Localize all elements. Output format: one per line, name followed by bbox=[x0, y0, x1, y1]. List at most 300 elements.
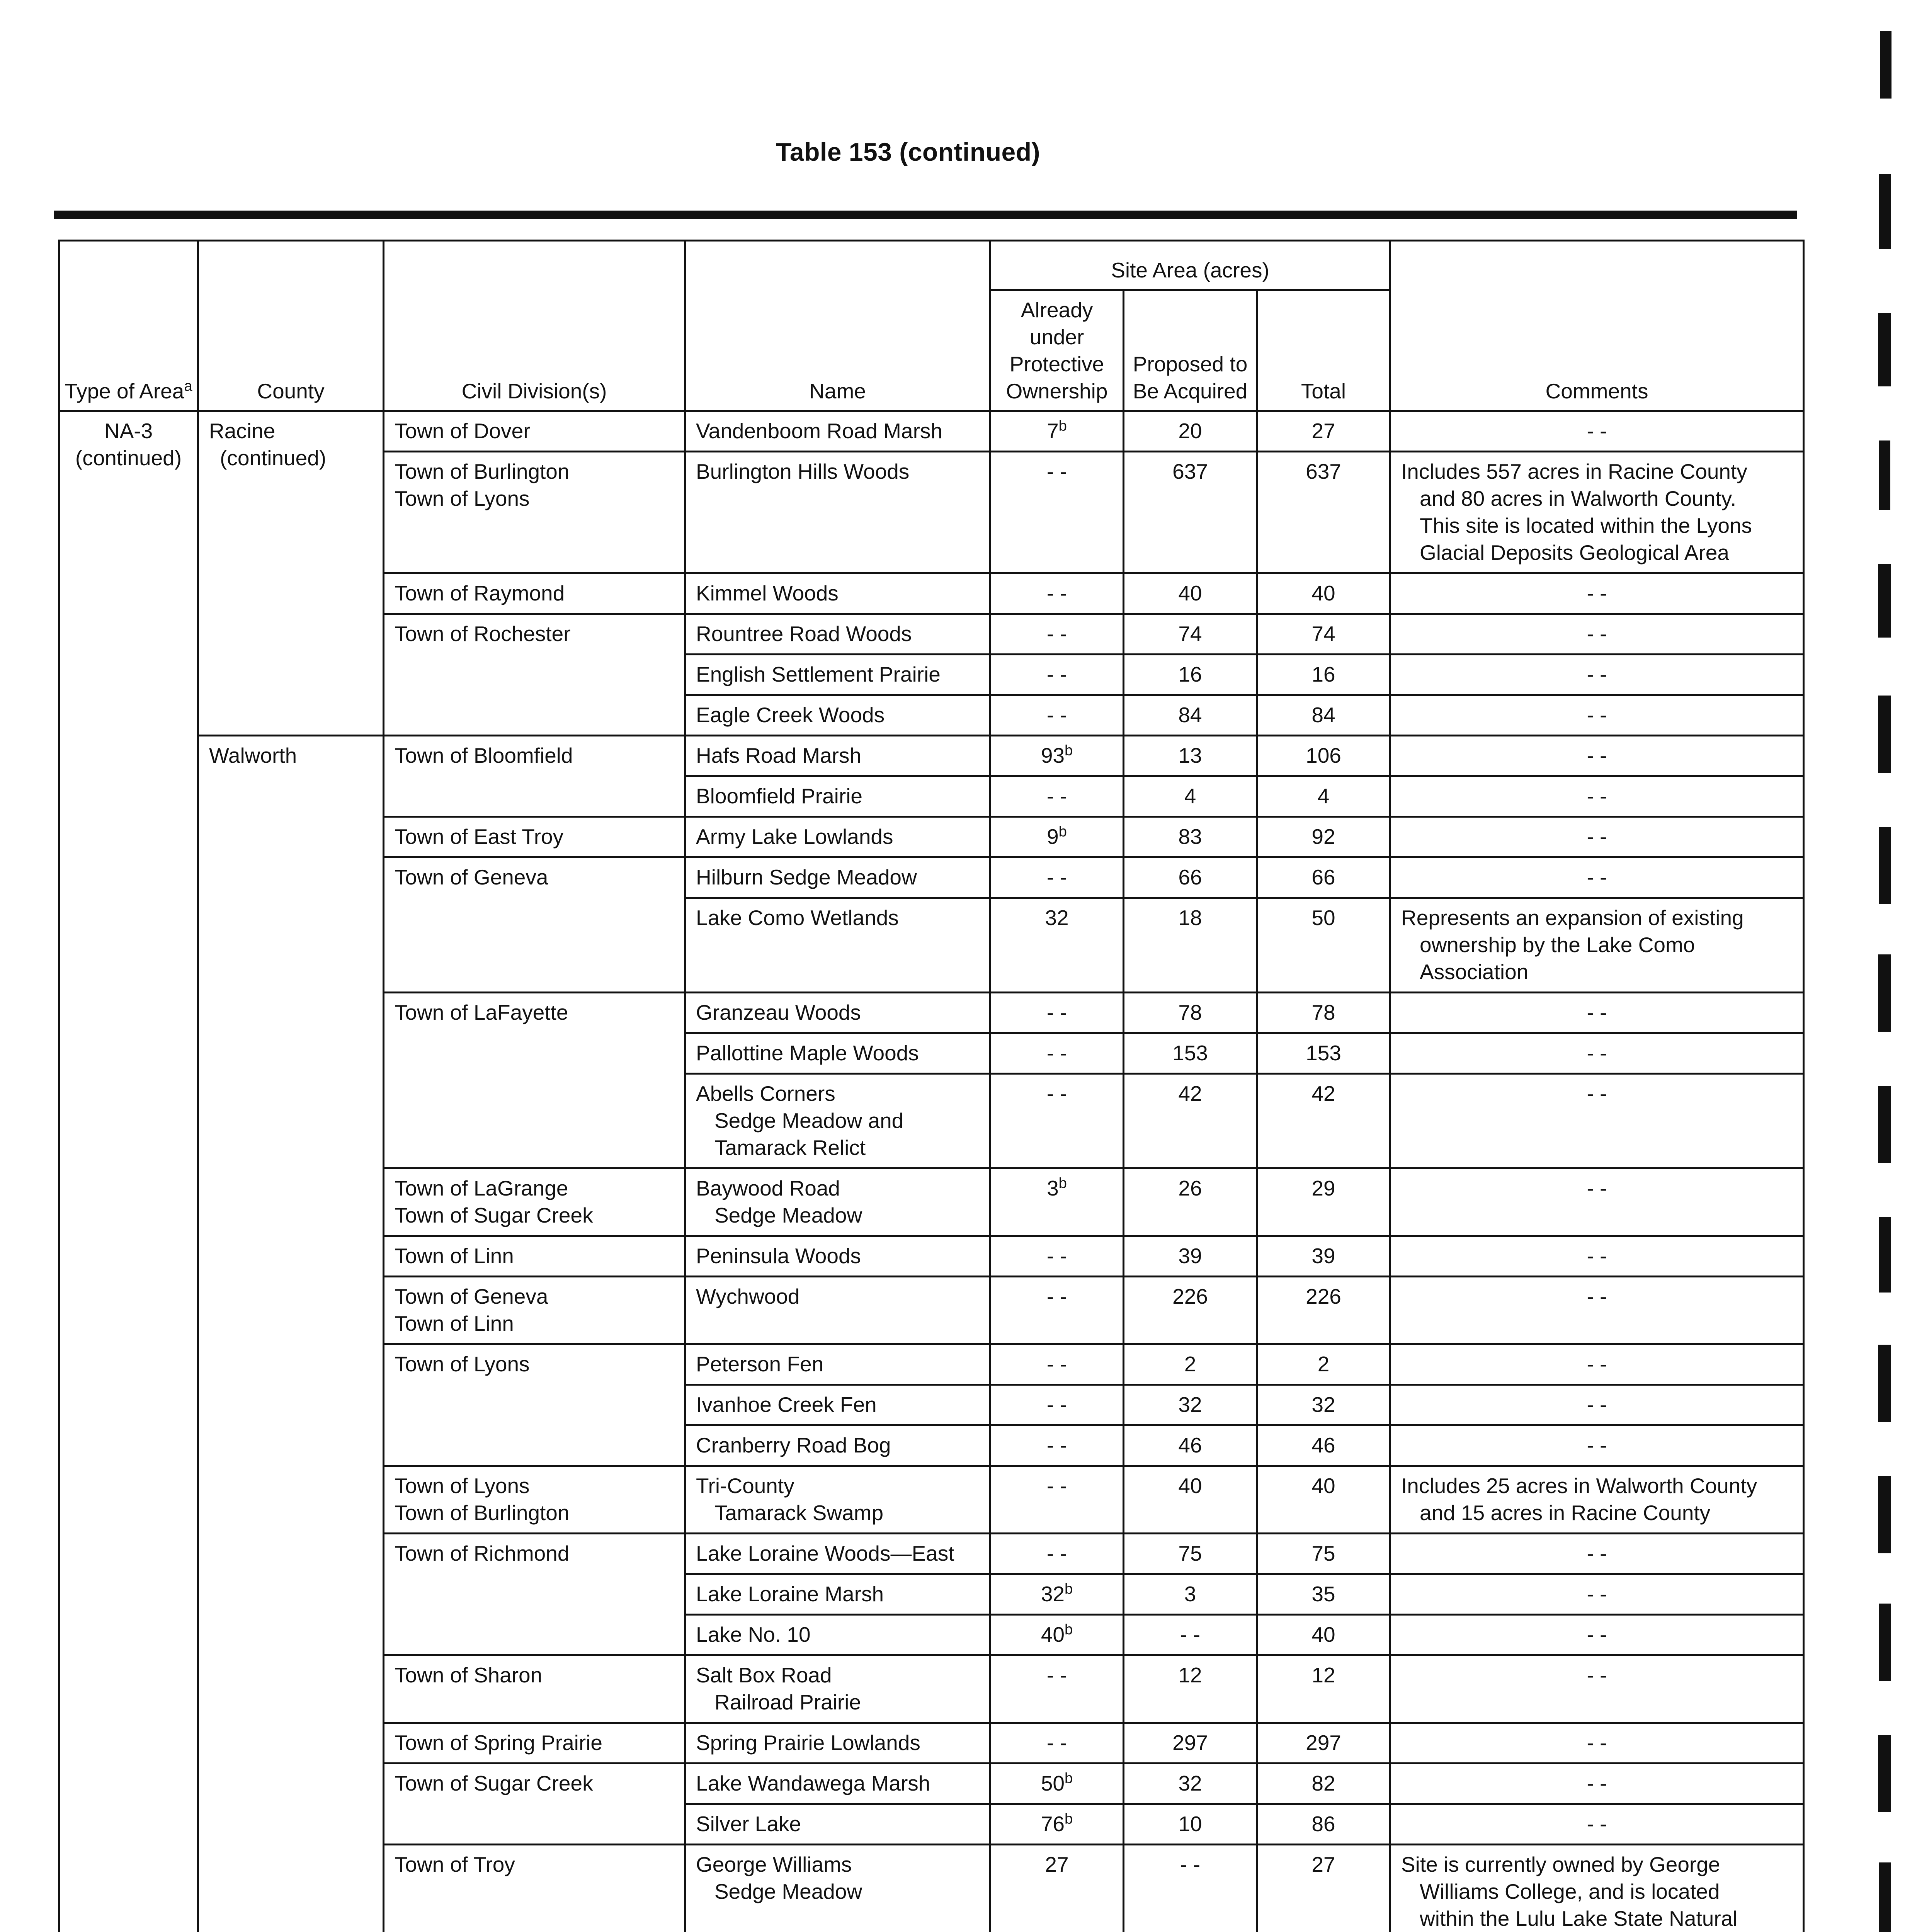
civil-division-cell bbox=[384, 1845, 685, 1932]
value: - - bbox=[1047, 1082, 1067, 1105]
site-name-cell bbox=[685, 857, 990, 898]
already-owned-cell bbox=[990, 1033, 1124, 1074]
line-text: Town of East Troy bbox=[395, 825, 564, 849]
line-text: Hilburn Sedge Meadow bbox=[696, 865, 917, 889]
line-text: George Williams bbox=[696, 1852, 852, 1876]
site-name-cell bbox=[685, 1534, 990, 1574]
line-text: Town of LaGrange bbox=[395, 1176, 568, 1200]
line-text: Kimmel Woods bbox=[696, 581, 839, 605]
total-cell: 153 bbox=[1257, 1033, 1390, 1074]
line-text: Tri-County bbox=[696, 1474, 794, 1498]
comments-cell: - - bbox=[1390, 1236, 1804, 1277]
footnote-b-marker: b bbox=[1058, 1175, 1067, 1192]
value: - - bbox=[1047, 1433, 1067, 1457]
already-owned-cell bbox=[990, 1385, 1124, 1425]
header-already-owned: Already under Protective Ownership bbox=[990, 290, 1124, 411]
value: - - bbox=[1047, 865, 1067, 889]
comments-cell bbox=[1390, 1466, 1804, 1534]
line-text: Rountree Road Woods bbox=[696, 622, 912, 646]
total-cell: 74 bbox=[1257, 614, 1390, 655]
line-text: Peterson Fen bbox=[696, 1352, 824, 1376]
site-name-cell bbox=[685, 655, 990, 695]
line-text: Lake No. 10 bbox=[696, 1622, 811, 1646]
line-text: Town of Geneva bbox=[395, 865, 548, 889]
proposed-cell: 40 bbox=[1124, 1466, 1257, 1534]
total-cell: 27 bbox=[1257, 411, 1390, 452]
footnote-b-marker: b bbox=[1065, 1811, 1073, 1827]
proposed-cell: 46 bbox=[1124, 1425, 1257, 1466]
total-cell: 40 bbox=[1257, 573, 1390, 614]
line-text: Town of Lyons bbox=[395, 1474, 530, 1498]
table-body bbox=[59, 411, 1804, 1932]
comments-cell: - - bbox=[1390, 817, 1804, 857]
line-text: Town of LaFayette bbox=[395, 1000, 568, 1024]
site-name-cell bbox=[685, 1574, 990, 1615]
value: 32 bbox=[1045, 906, 1069, 930]
site-name-cell bbox=[685, 1764, 990, 1804]
comments-cell: - - bbox=[1390, 655, 1804, 695]
comments-cell: - - bbox=[1390, 1723, 1804, 1764]
proposed-cell: 42 bbox=[1124, 1074, 1257, 1168]
total-cell: 226 bbox=[1257, 1277, 1390, 1344]
total-cell: 78 bbox=[1257, 993, 1390, 1033]
line-text: Lake Loraine Marsh bbox=[696, 1582, 884, 1606]
civil-division-cell bbox=[384, 1534, 685, 1655]
line-text: Spring Prairie Lowlands bbox=[696, 1731, 920, 1755]
already-owned-cell bbox=[990, 1236, 1124, 1277]
site-name-cell bbox=[685, 1615, 990, 1655]
civil-division-cell bbox=[384, 1168, 685, 1236]
civil-division-cell bbox=[384, 1723, 685, 1764]
type-label: NA-3 bbox=[104, 419, 153, 443]
line-text: Cranberry Road Bog bbox=[696, 1433, 891, 1457]
line-text: Vandenboom Road Marsh bbox=[696, 419, 942, 443]
footnote-b-marker: b bbox=[1065, 742, 1073, 759]
value: 50 bbox=[1041, 1771, 1065, 1795]
line-text: and 15 acres in Racine County bbox=[1420, 1501, 1711, 1525]
header-county: County bbox=[198, 241, 384, 411]
proposed-cell: 84 bbox=[1124, 695, 1257, 736]
line-text: Railroad Prairie bbox=[714, 1690, 861, 1714]
comments-cell: - - bbox=[1390, 857, 1804, 898]
total-cell: 35 bbox=[1257, 1574, 1390, 1615]
header-comments: Comments bbox=[1390, 241, 1804, 411]
site-name-cell bbox=[685, 1723, 990, 1764]
value: - - bbox=[1047, 1541, 1067, 1565]
civil-division-cell bbox=[384, 817, 685, 857]
comments-cell: - - bbox=[1390, 614, 1804, 655]
proposed-cell: 26 bbox=[1124, 1168, 1257, 1236]
header-civil-divisions: Civil Division(s) bbox=[384, 241, 685, 411]
proposed-cell: - - bbox=[1124, 1615, 1257, 1655]
already-owned-cell bbox=[990, 1534, 1124, 1574]
line-text: Eagle Creek Woods bbox=[696, 703, 885, 727]
line-text: Town of Troy bbox=[395, 1852, 515, 1876]
civil-division-cell bbox=[384, 993, 685, 1168]
footnote-a-marker: a bbox=[184, 378, 192, 395]
line-text: Includes 25 acres in Walworth County bbox=[1401, 1474, 1757, 1498]
proposed-cell: 2 bbox=[1124, 1344, 1257, 1385]
site-name-cell bbox=[685, 898, 990, 993]
value: 3 bbox=[1047, 1176, 1059, 1200]
site-name-cell bbox=[685, 1033, 990, 1074]
binding-mark bbox=[1878, 1735, 1891, 1812]
already-owned-cell bbox=[990, 857, 1124, 898]
binding-mark bbox=[1878, 954, 1891, 1032]
proposed-cell: 32 bbox=[1124, 1764, 1257, 1804]
site-name-cell bbox=[685, 1804, 990, 1845]
already-owned-cell bbox=[990, 1074, 1124, 1168]
type-of-area-cell bbox=[59, 411, 198, 1932]
comments-cell bbox=[1390, 898, 1804, 993]
value: - - bbox=[1047, 662, 1067, 686]
already-owned-cell bbox=[990, 573, 1124, 614]
civil-division-cell bbox=[384, 857, 685, 993]
line-text: Hafs Road Marsh bbox=[696, 743, 861, 767]
line-text: Town of Linn bbox=[395, 1244, 514, 1268]
line-text: within the Lulu Lake State Natural bbox=[1420, 1906, 1738, 1930]
line-text: Town of Spring Prairie bbox=[395, 1731, 603, 1755]
value: 93 bbox=[1041, 743, 1065, 767]
total-cell: 75 bbox=[1257, 1534, 1390, 1574]
line-text: Silver Lake bbox=[696, 1812, 801, 1836]
comments-cell: - - bbox=[1390, 411, 1804, 452]
table-row bbox=[59, 411, 1804, 452]
line-text: Tamarack Relict bbox=[714, 1136, 866, 1160]
already-owned-cell bbox=[990, 993, 1124, 1033]
comments-cell: - - bbox=[1390, 1168, 1804, 1236]
proposed-cell: 74 bbox=[1124, 614, 1257, 655]
binding-mark bbox=[1878, 564, 1891, 638]
line-text: Tamarack Swamp bbox=[714, 1501, 884, 1525]
site-name-cell bbox=[685, 1074, 990, 1168]
total-cell: 82 bbox=[1257, 1764, 1390, 1804]
site-name-cell bbox=[685, 1845, 990, 1932]
line-text: Baywood Road bbox=[696, 1176, 840, 1200]
proposed-cell: 637 bbox=[1124, 452, 1257, 573]
total-cell: 16 bbox=[1257, 655, 1390, 695]
footnote-b-marker: b bbox=[1065, 1770, 1073, 1787]
site-name-cell bbox=[685, 1277, 990, 1344]
line-text: Williams College, and is located bbox=[1420, 1879, 1720, 1903]
total-cell: 4 bbox=[1257, 776, 1390, 817]
line-text: Town of Linn bbox=[395, 1311, 514, 1335]
value: - - bbox=[1047, 581, 1067, 605]
already-owned-cell bbox=[990, 411, 1124, 452]
value: - - bbox=[1047, 1000, 1067, 1024]
table-row bbox=[59, 736, 1804, 776]
line-text: Granzeau Woods bbox=[696, 1000, 861, 1024]
value: - - bbox=[1047, 1474, 1067, 1498]
already-owned-cell bbox=[990, 695, 1124, 736]
line-text: Site is currently owned by George bbox=[1401, 1852, 1720, 1876]
proposed-cell: 40 bbox=[1124, 573, 1257, 614]
site-name-cell bbox=[685, 1425, 990, 1466]
civil-division-cell bbox=[384, 736, 685, 817]
civil-division-cell bbox=[384, 1277, 685, 1344]
line-text: Town of Sharon bbox=[395, 1663, 543, 1687]
table-title: Table 153 (continued) bbox=[776, 138, 1041, 166]
line-text: Town of Sugar Creek bbox=[395, 1203, 593, 1227]
proposed-cell: 39 bbox=[1124, 1236, 1257, 1277]
comments-cell: - - bbox=[1390, 1615, 1804, 1655]
data-table bbox=[58, 240, 1805, 1932]
line-text: and 80 acres in Walworth County. bbox=[1420, 486, 1737, 510]
line-text: Town of Raymond bbox=[395, 581, 565, 605]
civil-division-cell bbox=[384, 411, 685, 452]
line-text: Association bbox=[1420, 960, 1529, 984]
already-owned-cell bbox=[990, 1723, 1124, 1764]
comments-cell bbox=[1390, 1845, 1804, 1932]
total-cell: 40 bbox=[1257, 1466, 1390, 1534]
already-owned-cell bbox=[990, 1425, 1124, 1466]
value: 76 bbox=[1041, 1812, 1065, 1836]
type-continued: (continued) bbox=[75, 446, 182, 470]
line-text: Town of Bloomfield bbox=[395, 743, 573, 767]
line-text: This site is located within the Lyons bbox=[1420, 514, 1752, 537]
comments-cell: - - bbox=[1390, 1074, 1804, 1168]
total-cell: 50 bbox=[1257, 898, 1390, 993]
already-owned-cell bbox=[990, 1168, 1124, 1236]
line-text: Army Lake Lowlands bbox=[696, 825, 893, 849]
proposed-cell: 10 bbox=[1124, 1804, 1257, 1845]
civil-division-cell bbox=[384, 614, 685, 736]
already-owned-cell bbox=[990, 817, 1124, 857]
proposed-cell: 78 bbox=[1124, 993, 1257, 1033]
proposed-cell: 12 bbox=[1124, 1655, 1257, 1723]
line-text: Peninsula Woods bbox=[696, 1244, 861, 1268]
county-name: Racine bbox=[209, 419, 276, 443]
already-owned-cell bbox=[990, 1277, 1124, 1344]
binding-mark bbox=[1879, 174, 1891, 249]
civil-division-cell bbox=[384, 1764, 685, 1845]
proposed-cell: 153 bbox=[1124, 1033, 1257, 1074]
line-text: Town of Geneva bbox=[395, 1284, 548, 1308]
county-continued: (continued) bbox=[220, 446, 327, 470]
line-text: Town of Richmond bbox=[395, 1541, 570, 1565]
proposed-cell: 20 bbox=[1124, 411, 1257, 452]
already-owned-cell bbox=[990, 1466, 1124, 1534]
title-rule bbox=[54, 211, 1797, 219]
comments-cell: - - bbox=[1390, 695, 1804, 736]
line-text: Wychwood bbox=[696, 1284, 800, 1308]
binding-mark bbox=[1880, 31, 1891, 99]
line-text: ownership by the Lake Como bbox=[1420, 933, 1695, 957]
county-cell-walworth: Walworth bbox=[198, 736, 384, 1932]
already-owned-cell bbox=[990, 736, 1124, 776]
site-name-cell bbox=[685, 573, 990, 614]
total-cell: 66 bbox=[1257, 857, 1390, 898]
value: - - bbox=[1047, 1663, 1067, 1687]
binding-mark bbox=[1878, 696, 1891, 773]
already-owned-cell bbox=[990, 1655, 1124, 1723]
line-text: Pallottine Maple Woods bbox=[696, 1041, 919, 1065]
header-site-area: Site Area (acres) bbox=[990, 241, 1390, 290]
comments-cell: - - bbox=[1390, 1764, 1804, 1804]
value: - - bbox=[1047, 459, 1067, 483]
total-cell: 12 bbox=[1257, 1655, 1390, 1723]
binding-mark bbox=[1879, 440, 1890, 510]
site-name-cell bbox=[685, 1168, 990, 1236]
proposed-cell: 18 bbox=[1124, 898, 1257, 993]
total-cell: 40 bbox=[1257, 1615, 1390, 1655]
already-owned-cell bbox=[990, 1574, 1124, 1615]
already-owned-cell bbox=[990, 776, 1124, 817]
footnote-b-marker: b bbox=[1065, 1581, 1073, 1597]
already-owned-cell bbox=[990, 655, 1124, 695]
site-name-cell bbox=[685, 1466, 990, 1534]
already-owned-cell bbox=[990, 1764, 1124, 1804]
total-cell: 92 bbox=[1257, 817, 1390, 857]
site-name-cell bbox=[685, 1344, 990, 1385]
line-text: Lake Loraine Woods—East bbox=[696, 1541, 954, 1565]
total-cell: 2 bbox=[1257, 1344, 1390, 1385]
comments-cell: - - bbox=[1390, 1534, 1804, 1574]
value: - - bbox=[1047, 703, 1067, 727]
civil-division-cell bbox=[384, 1344, 685, 1466]
line-text: Lake Como Wetlands bbox=[696, 906, 899, 930]
value: - - bbox=[1047, 1244, 1067, 1268]
proposed-cell: 4 bbox=[1124, 776, 1257, 817]
value: 32 bbox=[1041, 1582, 1065, 1606]
binding-mark bbox=[1879, 1217, 1891, 1293]
line-text: English Settlement Prairie bbox=[696, 662, 941, 686]
value: - - bbox=[1047, 622, 1067, 646]
header-name: Name bbox=[685, 241, 990, 411]
proposed-cell: 83 bbox=[1124, 817, 1257, 857]
comments-cell: - - bbox=[1390, 1804, 1804, 1845]
proposed-cell: 16 bbox=[1124, 655, 1257, 695]
total-cell: 297 bbox=[1257, 1723, 1390, 1764]
binding-mark bbox=[1879, 1604, 1891, 1681]
binding-mark bbox=[1878, 1086, 1891, 1163]
proposed-cell: 226 bbox=[1124, 1277, 1257, 1344]
comments-cell: - - bbox=[1390, 1655, 1804, 1723]
total-cell: 27 bbox=[1257, 1845, 1390, 1932]
line-text: Bloomfield Prairie bbox=[696, 784, 863, 808]
header-total: Total bbox=[1257, 290, 1390, 411]
value: 40 bbox=[1041, 1622, 1065, 1646]
comments-cell bbox=[1390, 452, 1804, 573]
comments-cell: - - bbox=[1390, 1277, 1804, 1344]
total-cell: 106 bbox=[1257, 736, 1390, 776]
value: - - bbox=[1047, 1393, 1067, 1417]
civil-division-cell bbox=[384, 1466, 685, 1534]
line-text: Sedge Meadow bbox=[714, 1203, 862, 1227]
comments-cell: - - bbox=[1390, 1344, 1804, 1385]
line-text: Represents an expansion of existing bbox=[1401, 906, 1744, 930]
line-text: Salt Box Road bbox=[696, 1663, 832, 1687]
civil-division-cell bbox=[384, 452, 685, 573]
line-text: Sedge Meadow and bbox=[714, 1109, 904, 1133]
proposed-cell: 75 bbox=[1124, 1534, 1257, 1574]
footnote-b-marker: b bbox=[1065, 1621, 1073, 1638]
already-owned-cell bbox=[990, 614, 1124, 655]
line-text: Town of Lyons bbox=[395, 1352, 530, 1376]
value: 7 bbox=[1047, 419, 1059, 443]
line-text: Sedge Meadow bbox=[714, 1879, 862, 1903]
comments-cell: - - bbox=[1390, 776, 1804, 817]
line-text: Includes 557 acres in Racine County bbox=[1401, 459, 1747, 483]
total-cell: 637 bbox=[1257, 452, 1390, 573]
civil-division-cell bbox=[384, 1236, 685, 1277]
line-text: Town of Burlington bbox=[395, 459, 570, 483]
binding-mark bbox=[1879, 1862, 1891, 1932]
site-name-cell bbox=[685, 614, 990, 655]
line-text: Town of Burlington bbox=[395, 1501, 570, 1525]
value: 9 bbox=[1047, 825, 1059, 849]
line-text: Glacial Deposits Geological Area bbox=[1420, 541, 1729, 565]
binding-mark bbox=[1878, 313, 1891, 386]
site-name-cell bbox=[685, 452, 990, 573]
line-text: Burlington Hills Woods bbox=[696, 459, 910, 483]
header-type-of-area: Type of Area$^a$ bbox=[59, 241, 198, 411]
already-owned-cell bbox=[990, 452, 1124, 573]
site-name-cell bbox=[685, 1236, 990, 1277]
already-owned-cell bbox=[990, 898, 1124, 993]
comments-cell: - - bbox=[1390, 1385, 1804, 1425]
proposed-cell: 32 bbox=[1124, 1385, 1257, 1425]
value: - - bbox=[1047, 1284, 1067, 1308]
total-cell: 84 bbox=[1257, 695, 1390, 736]
site-name-cell bbox=[685, 1385, 990, 1425]
binding-mark bbox=[1879, 827, 1891, 904]
comments-cell: - - bbox=[1390, 1033, 1804, 1074]
proposed-cell: 3 bbox=[1124, 1574, 1257, 1615]
already-owned-cell bbox=[990, 1615, 1124, 1655]
site-name-cell bbox=[685, 695, 990, 736]
comments-cell: - - bbox=[1390, 993, 1804, 1033]
proposed-cell: 297 bbox=[1124, 1723, 1257, 1764]
line-text: Town of Sugar Creek bbox=[395, 1771, 593, 1795]
total-cell: 32 bbox=[1257, 1385, 1390, 1425]
line-text: Lake Wandawega Marsh bbox=[696, 1771, 930, 1795]
comments-cell: - - bbox=[1390, 1574, 1804, 1615]
footnote-b-marker: b bbox=[1058, 418, 1067, 434]
civil-division-cell bbox=[384, 573, 685, 614]
site-name-cell bbox=[685, 1655, 990, 1723]
line-text: Abells Corners bbox=[696, 1082, 835, 1105]
total-cell: 29 bbox=[1257, 1168, 1390, 1236]
comments-cell: - - bbox=[1390, 1425, 1804, 1466]
line-text: Town of Lyons bbox=[395, 486, 530, 510]
already-owned-cell bbox=[990, 1804, 1124, 1845]
site-name-cell bbox=[685, 817, 990, 857]
footnote-b-marker: b bbox=[1058, 823, 1067, 840]
total-cell: 42 bbox=[1257, 1074, 1390, 1168]
total-cell: 46 bbox=[1257, 1425, 1390, 1466]
comments-cell: - - bbox=[1390, 736, 1804, 776]
total-cell: 39 bbox=[1257, 1236, 1390, 1277]
comments-cell: - - bbox=[1390, 573, 1804, 614]
value: - - bbox=[1047, 1352, 1067, 1376]
line-text: Ivanhoe Creek Fen bbox=[696, 1393, 877, 1417]
civil-division-cell bbox=[384, 1655, 685, 1723]
proposed-cell: - - bbox=[1124, 1845, 1257, 1932]
value: - - bbox=[1047, 1041, 1067, 1065]
binding-mark bbox=[1878, 1345, 1891, 1422]
already-owned-cell bbox=[990, 1344, 1124, 1385]
site-name-cell bbox=[685, 993, 990, 1033]
total-cell: 86 bbox=[1257, 1804, 1390, 1845]
value: 27 bbox=[1045, 1852, 1069, 1876]
site-name-cell bbox=[685, 736, 990, 776]
site-name-cell bbox=[685, 411, 990, 452]
site-name-cell bbox=[685, 776, 990, 817]
county-cell-racine bbox=[198, 411, 384, 736]
line-text: Town of Dover bbox=[395, 419, 531, 443]
proposed-cell: 13 bbox=[1124, 736, 1257, 776]
